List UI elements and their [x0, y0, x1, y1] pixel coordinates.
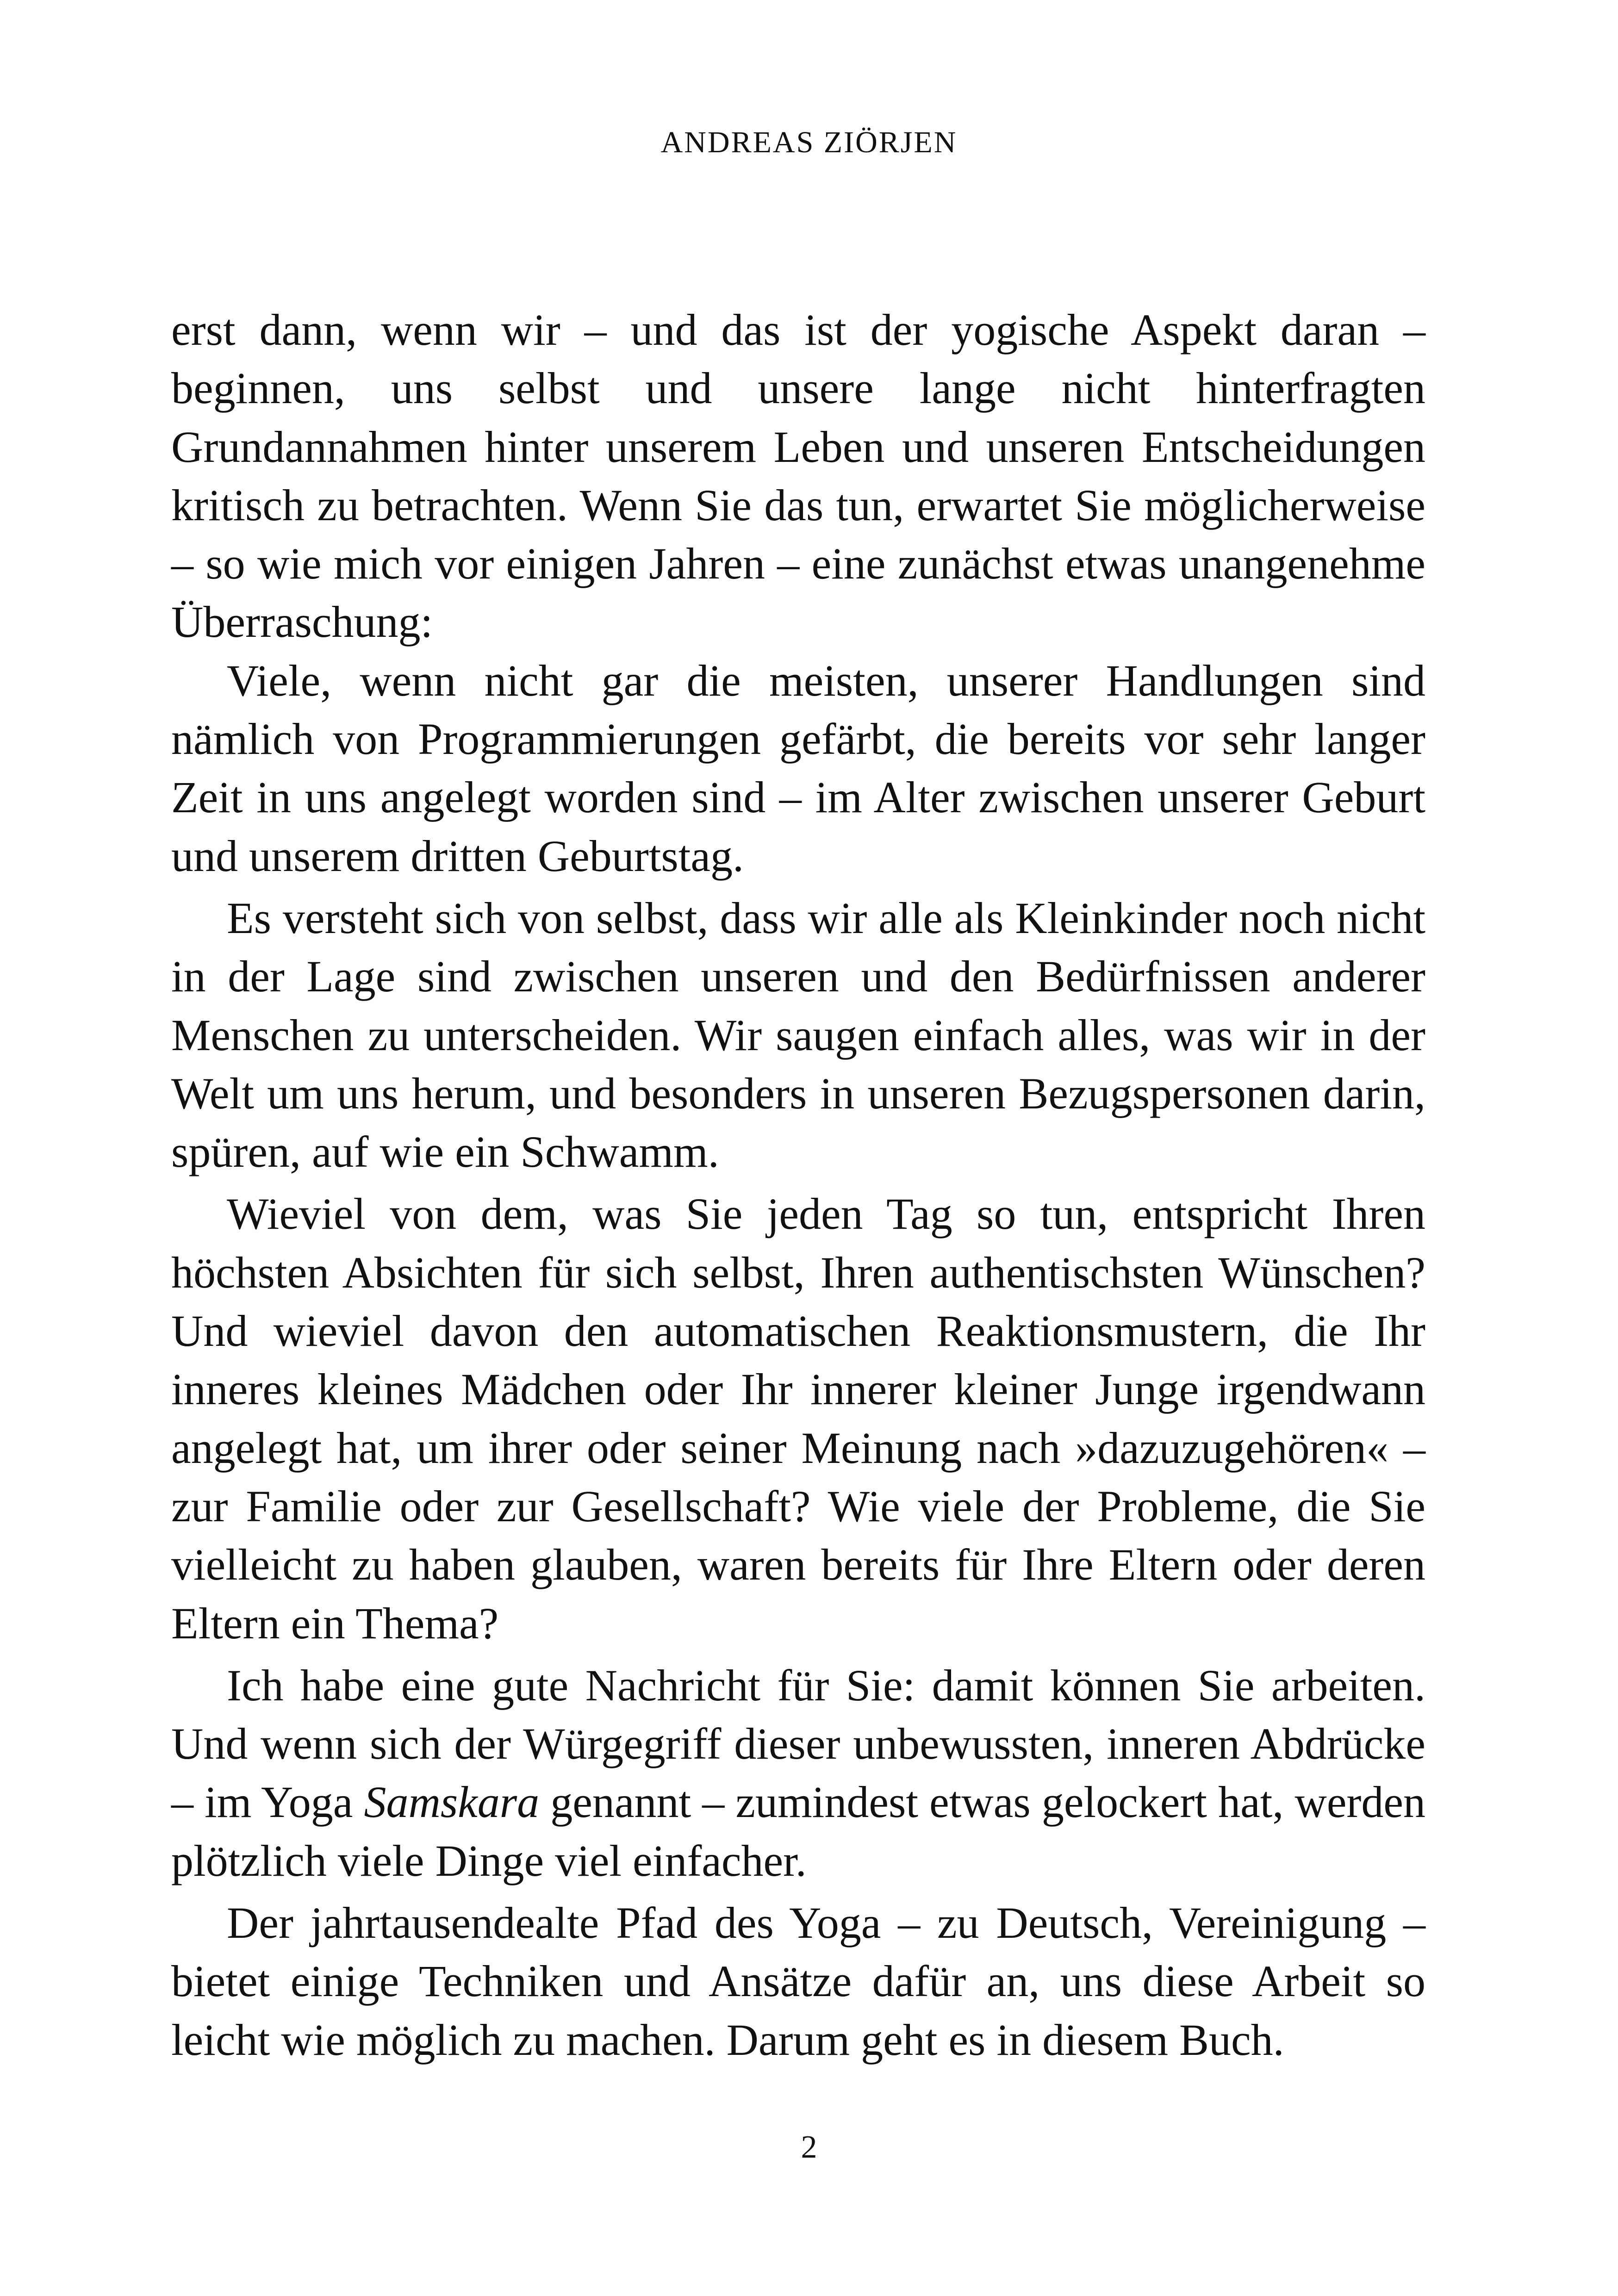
body-text: [171, 301, 1425, 2069]
paragraph-2: Viele, wenn nicht gar die meisten, unserer Handlungen sind nämlich von Programmierungen gefärbt, die bereits vor sehr langer Zeit in uns angelegt worden sind – im Alter zwischen unserer Geburt und unserem dritten Geburtstag.: [171, 655, 1425, 881]
paragraph-5-end: genannt – zumindest etwas gelockert hat, werden plötzlich viele Dinge viel einfacher.: [171, 1777, 1426, 1885]
paragraph-3: Es versteht sich von selbst, dass wir alle als Kleinkinder noch nicht in der Lage sind zwischen unseren und den Bedürfnissen anderer Menschen zu unterscheiden. Wir saugen einfach alles, was wir in der Welt um uns herum, und besonders in unseren Bezugspersonen darin, spüren, auf wie ein Schwamm.: [171, 893, 1425, 1177]
running-head-author: ANDREAS ZIÖRJEN: [660, 125, 958, 159]
paragraph-6: Der jahrtausendealte Pfad des Yoga – zu Deutsch, Vereinigung – bietet einige Techniken und Ansätze dafür an, uns diese Arbeit so leicht wie möglich zu machen. Darum geht es in diesem Buch.: [171, 1898, 1425, 2065]
paragraph-4: Wieviel von dem, was Sie jeden Tag so tun, entspricht Ihren höchsten Absichten für sich selbst, Ihren authentischsten Wünschen? Und wieviel davon den automatischen Reaktionsmustern, die Ihr inneres kleines Mädchen oder Ihr innerer kleiner Junge irgendwann angelegt hat, um ihrer oder seiner Meinung nach »dazuzugehören« – zur Familie oder zur Gesellschaft? Wie viele der Probleme, die Sie vielleicht zu haben glauben, waren bereits für Ihre Eltern oder deren Eltern ein Thema?: [171, 1189, 1425, 1648]
page-number: 2: [801, 2129, 817, 2165]
paragraph-5-start: Ich habe eine gute Nachricht für Sie: damit können Sie arbeiten. Und wenn sich der Würgegriff dieser unbewussten, inneren Abdrücke – im Yoga: [171, 1660, 1425, 1827]
paragraph-5: [171, 1656, 1425, 1890]
paragraph-1: erst dann, wenn wir – und das ist der yogische Aspekt daran – beginnen, uns selbst und unsere lange nicht hinterfragten Grundannahmen hinter unserem Leben und unseren Entscheidungen kritisch zu betrachten. Wenn Sie das tun, erwartet Sie möglicherweise – so wie mich vor einigen Jahren – eine zunächst etwas unangenehme Überraschung:: [171, 305, 1425, 647]
samskara-term: Samskara: [364, 1777, 540, 1827]
